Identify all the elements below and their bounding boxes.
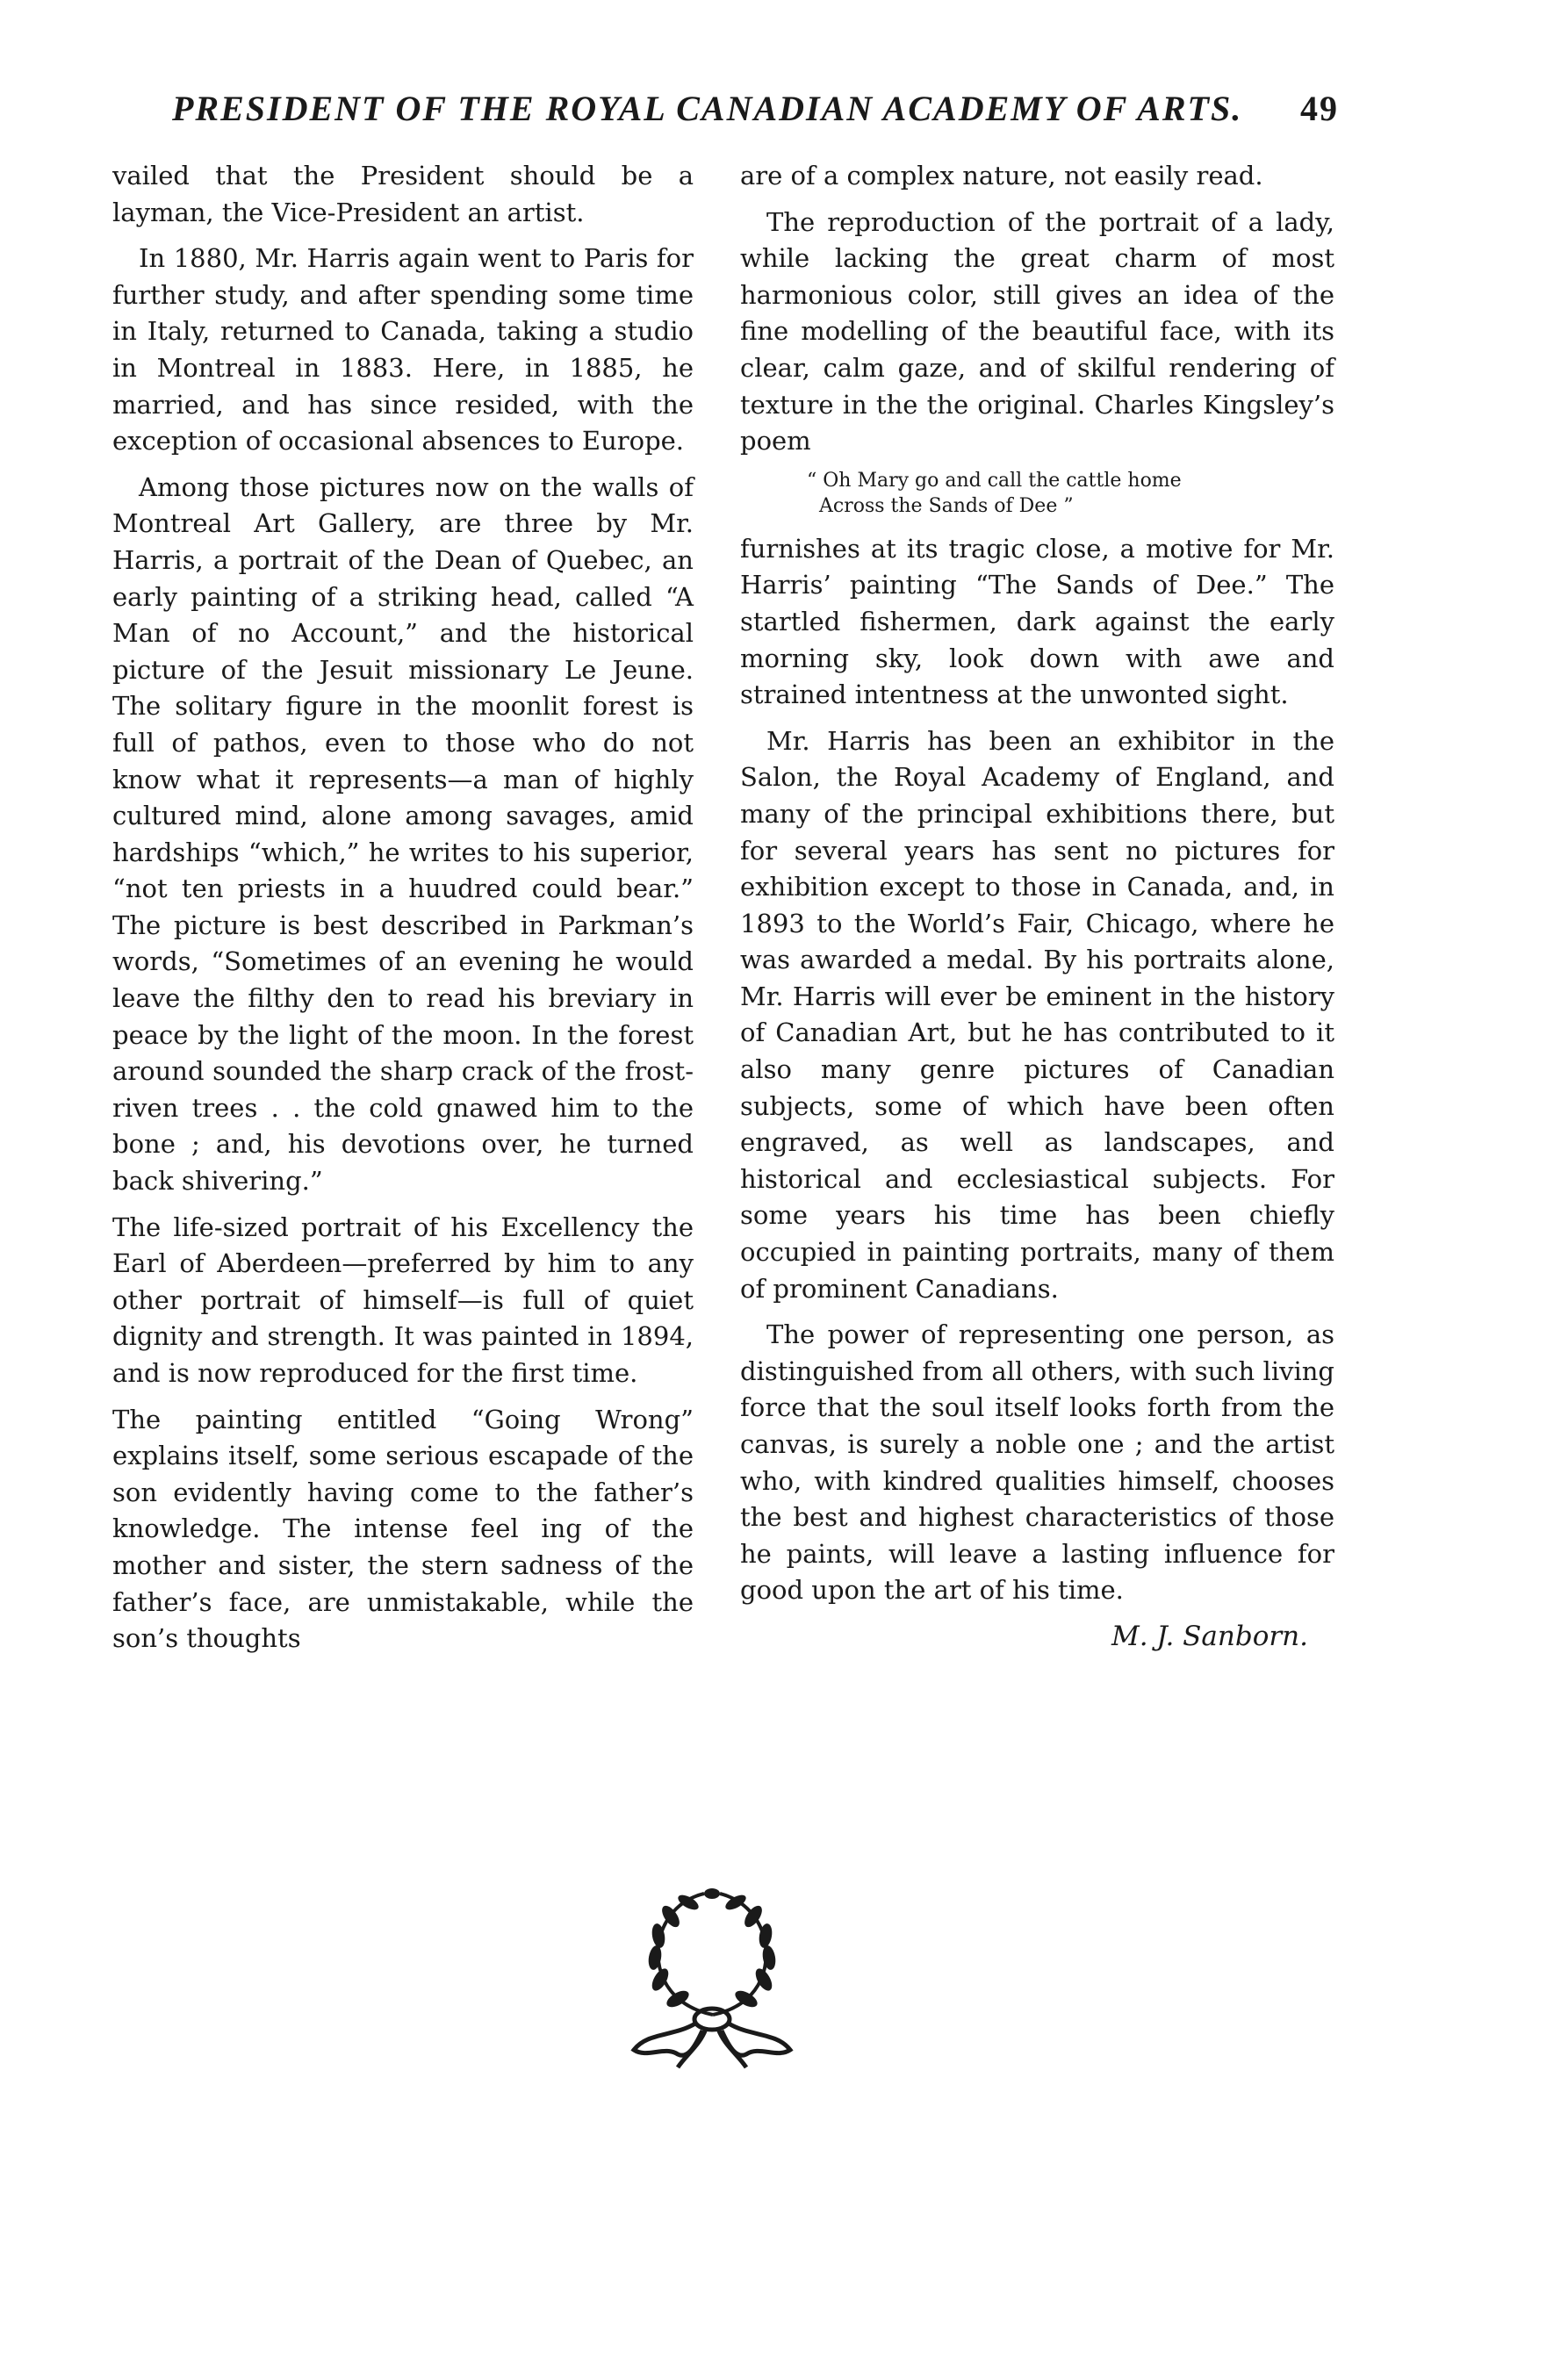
page-number: 49 — [1300, 89, 1339, 128]
paragraph: vailed that the President should be a layman, the Vice-President an artist. — [112, 161, 694, 227]
running-title: PRESIDENT OF THE ROYAL CANADIAN ACADEMY OF ARTS. — [172, 89, 1243, 128]
paragraph: The life-sized portrait of his Excellency the Earl of Aberdeen—preferred by him to any other portrait of himself—is full of quiet dignity and strength. It was painted in 1894, and is now reproduced for the first time. — [112, 1211, 694, 1388]
paragraph: Among those pictures now on the walls of Montreal Art Gallery, are three by Mr. Harris, a portrait of the Dean of Quebec, an early painting of a striking head, called “A Man of no Account,” and the historical picture of the Jesuit missionary Le Jeune. The solitary figure in the moonlit forest is full of pathos, even to those who do not know what it represents—a man of highly cultured mind, alone among savages, amid hardships “which,” he writes to his superior, “not ten priests in a huudred could bear.” The picture is best described in Parkman’s words, “Sometimes of an evening he would leave the filthy den to read his breviary in peace by the light of the moon. In the forest around sounded the sharp crack of the frost-riven trees . . the cold gnawed him to the bone ; and, his devotions over, he turned back shivering.” — [112, 471, 694, 1197]
paragraph: Mr. Harris has been an exhibitor in the Salon, the Royal Academy of England, and many of the principal exhibitions there, but for several years has sent no pictures for exhibition except to those in Canada, and, in 1893 to the World’s Fair, Chicago, where he was awarded a medal. By his portraits alone, Mr. Harris will ever be eminent in the history of Canadian Art, but he has contributed to it also many genre pictures of Canadian subjects, some of which have been often engraved, as well as landscapes, and historical and ecclesiastical subjects. For some years his time has been chiefly occupied in painting portraits, many of them of prominent Canadians. — [740, 725, 1334, 1304]
right-column — [740, 158, 1334, 1656]
left-column — [112, 158, 694, 1667]
paragraph: are of a complex nature, not easily read. — [740, 161, 1263, 191]
paragraph: In 1880, Mr. Harris again went to Paris for further study, and after spending some time in Italy, returned to Canada, taking a studio in Montreal in 1883. Here, in 1885, he married, and has since resided, with the exception of occasional absences to Europe. — [112, 243, 694, 457]
paragraph: The painting entitled “Going Wrong” explains itself, some serious escapade of the son evidently having come to the father’s knowledge. The intense feel ing of the mother and sister, the stern sadness of the father’s face, are unmistakable, while the son’s thoughts — [112, 1404, 694, 1654]
running-header — [172, 88, 1392, 129]
laurel-wreath-icon — [625, 1883, 796, 2081]
paragraph: The reproduction of the portrait of a lady, while lacking the great charm of most harmonious color, still gives an idea of the fine modelling of the beautiful face, with its clear, calm gaze, and of skilful rendering of texture in the the original. Charles Kingsley’s poem — [740, 206, 1334, 457]
poem-line: Across the Sands of Dee ” — [819, 494, 1074, 517]
paragraph: furnishes at its tragic close, a motive for Mr. Harris’ painting “The Sands of Dee.” The startled fishermen, dark against the early morning sky, look down with awe and strained intentness at the unwonted sight. — [740, 533, 1334, 710]
paragraph: The power of representing one person, as distinguished from all others, with such living force that the soul itself looks forth from the canvas, is surely a noble one ; and the artist who, with kindred qualities himself, chooses the best and highest characteristics of those he paints, will leave a lasting influence for good upon the art of his time. — [740, 1319, 1334, 1606]
author-signature: M. J. Sanborn. — [1111, 1620, 1308, 1652]
poem-quote — [807, 468, 1334, 519]
poem-line: “ Oh Mary go and call the cattle home — [807, 469, 1182, 492]
